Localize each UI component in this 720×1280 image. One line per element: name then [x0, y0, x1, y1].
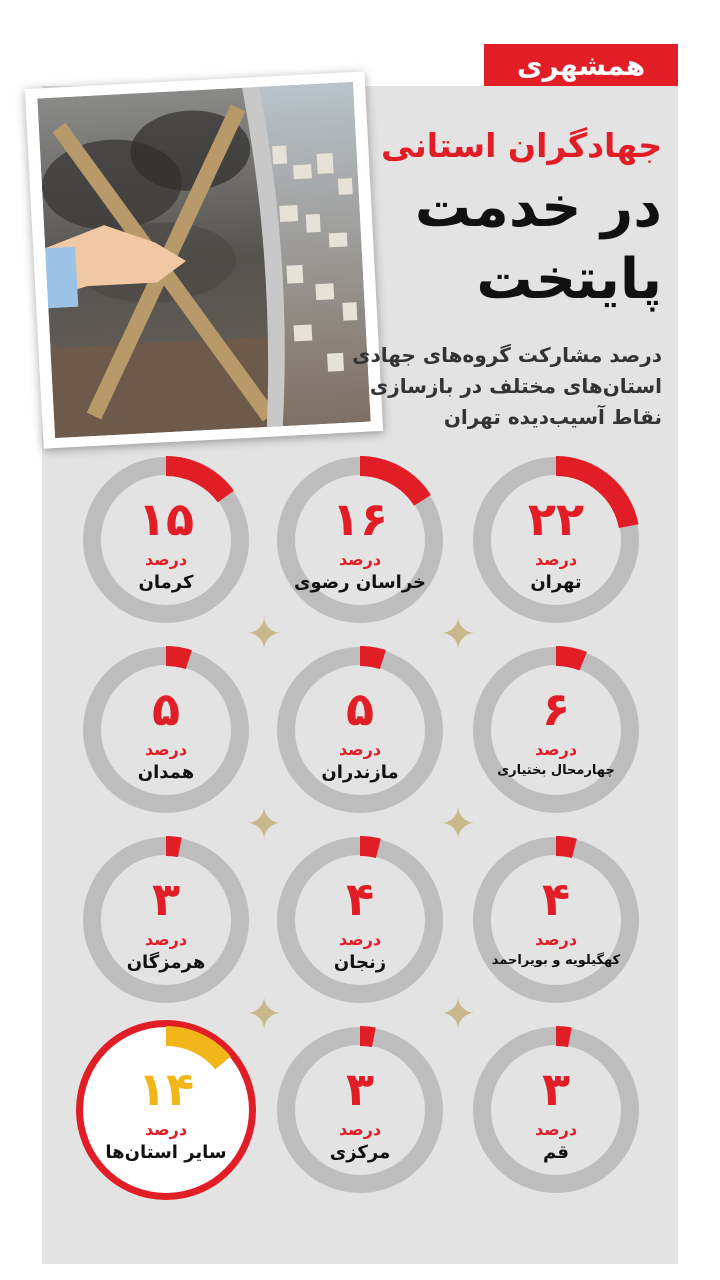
ring-value-label: ۶: [541, 682, 571, 736]
ring-unit-label: درصد: [144, 1120, 188, 1139]
ring-category-label: خراسان رضوی: [294, 572, 426, 593]
subtitle: درصد مشارکت گروه‌های جهادی استان‌های مختلف در بازسازی نقاط آسیب‌دیده تهران: [352, 343, 662, 429]
ring-value-label: ۳: [345, 1062, 375, 1116]
ring-value-label: ۲۲: [527, 492, 585, 546]
ring-category-label: چهارمحال بختیاری: [497, 763, 615, 778]
ring-value-label: ۱۶: [331, 492, 389, 546]
ring-value-arc: [166, 846, 180, 847]
ring-value-arc: [166, 656, 189, 660]
ring-value-arc: [360, 1036, 374, 1037]
ring-unit-label: درصد: [534, 1120, 578, 1139]
ring-value-label: ۴: [541, 872, 571, 926]
ring-category-label: همدان: [137, 762, 195, 783]
ring-category-label: هرمزگان: [126, 952, 206, 973]
ring-unit-label: درصد: [534, 740, 578, 759]
ring-unit-label: درصد: [144, 550, 188, 569]
ring-value-label: ۵: [345, 682, 375, 736]
page-title-line2: پایتخت: [476, 247, 662, 312]
ring-value-label: ۳: [151, 872, 181, 926]
ring-category-label: سایر استان‌ها: [105, 1142, 227, 1163]
ring-unit-label: درصد: [534, 930, 578, 949]
ring-value-arc: [360, 656, 383, 660]
ring-value-label: ۴: [345, 872, 375, 926]
ring-unit-label: درصد: [338, 1120, 382, 1139]
ring-category-label: مازندران: [321, 762, 399, 783]
sparkle-icon: ✦: [245, 799, 283, 850]
ring-unit-label: درصد: [534, 550, 578, 569]
ring-value-arc: [556, 1036, 570, 1037]
ring-unit-label: درصد: [338, 930, 382, 949]
kicker-title: جهادگران استانی: [381, 126, 662, 165]
ring-value-label: ۱۵: [137, 492, 195, 546]
ring-category-label: کهگیلویه و بویراحمد: [491, 953, 621, 968]
ring-unit-label: درصد: [144, 930, 188, 949]
brand-logo: همشهری: [484, 44, 678, 86]
ring-value-label: ۳: [541, 1062, 571, 1116]
ring-category-label: قم: [543, 1142, 569, 1163]
ring-unit-label: درصد: [144, 740, 188, 759]
sparkle-icon: ✦: [439, 799, 477, 850]
ring-category-label: کرمان: [138, 572, 194, 593]
ring-category-label: زنجان: [333, 952, 387, 973]
ring-value-arc: [556, 656, 583, 661]
ring-value-arc: [360, 846, 378, 848]
ring-unit-label: درصد: [338, 740, 382, 759]
ring-value-arc: [556, 846, 574, 848]
sparkle-icon: ✦: [439, 609, 477, 660]
sparkle-icon: ✦: [245, 609, 283, 660]
ring-category-label: مرکزی: [329, 1142, 391, 1163]
page-title-line1: در خدمت: [414, 175, 662, 240]
sparkle-icon: ✦: [245, 989, 283, 1040]
ring-value-label: ۵: [151, 682, 181, 736]
ring-unit-label: درصد: [338, 550, 382, 569]
sparkle-icon: ✦: [439, 989, 477, 1040]
ring-category-label: تهران: [530, 572, 582, 593]
ring-value-label: ۱۴: [137, 1062, 195, 1116]
